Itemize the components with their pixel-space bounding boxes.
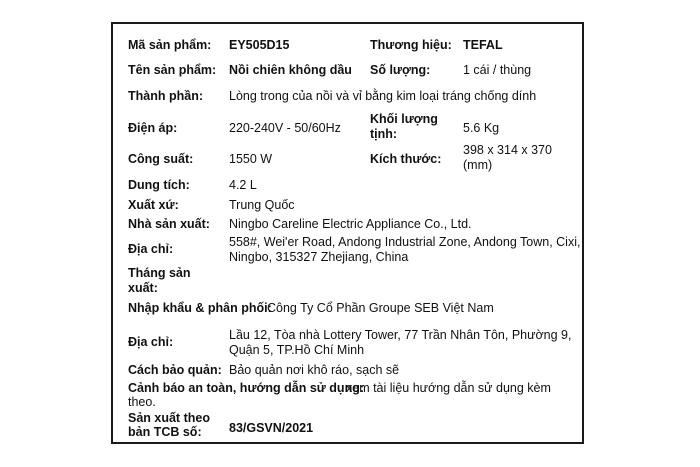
- quantity-value: 1 cái / thùng: [463, 63, 532, 77]
- manufacturer-address-line-1: 558#, Wei'er Road, Andong Industrial Zone, Andong Town, Cixi,: [229, 235, 581, 249]
- importer-label: Nhập khẩu & phân phối:: [128, 301, 272, 315]
- manufacturer-address-line-2: Ningbo, 315327 Zhejiang, China: [229, 250, 409, 264]
- dimensions-value-1: 398 x 314 x 370: [463, 143, 552, 157]
- safety-value-1: xem tài liệu hướng dẫn sử dụng kèm: [346, 381, 551, 395]
- manufacture-date-label-1: Tháng sản: [128, 266, 191, 280]
- capacity-label: Dung tích:: [128, 178, 190, 192]
- standard-label-1: Sản xuất theo: [128, 411, 210, 425]
- origin-label: Xuất xứ:: [128, 198, 179, 212]
- importer-address-line-2: Quận 5, TP.Hồ Chí Minh: [229, 343, 365, 357]
- net-weight-value: 5.6 Kg: [463, 121, 500, 135]
- product-code-value: EY505D15: [229, 38, 290, 52]
- importer-value: Công Ty Cổ Phần Groupe SEB Việt Nam: [267, 301, 494, 315]
- dimensions-label: Kích thước:: [370, 152, 442, 166]
- voltage-label: Điện áp:: [128, 121, 178, 135]
- manufacturer-value: Ningbo Careline Electric Appliance Co., Ltd.: [229, 217, 472, 231]
- standard-label-2: bản TCB số:: [128, 425, 202, 439]
- dimensions-value-2: (mm): [463, 158, 493, 172]
- manufacture-date-label-2: xuất:: [128, 281, 158, 295]
- storage-label: Cách bảo quản:: [128, 363, 222, 377]
- manufacturer-label: Nhà sản xuất:: [128, 217, 210, 231]
- power-value: 1550 W: [229, 152, 273, 166]
- origin-value: Trung Quốc: [229, 198, 295, 212]
- importer-address-label: Địa chỉ:: [128, 335, 174, 349]
- safety-label: Cảnh báo an toàn, hướng dẫn sử dụng:: [128, 381, 365, 395]
- net-weight-label-2: tịnh:: [370, 127, 398, 141]
- standard-value: 83/GSVN/2021: [229, 421, 314, 435]
- material-label: Thành phần:: [128, 89, 203, 103]
- capacity-value: 4.2 L: [229, 178, 257, 192]
- storage-value: Bảo quản nơi khô ráo, sạch sẽ: [229, 363, 400, 377]
- brand-label: Thương hiệu:: [370, 38, 452, 52]
- safety-value-2: theo.: [128, 395, 156, 409]
- power-label: Công suất:: [128, 152, 194, 166]
- importer-address-line-1: Lầu 12, Tòa nhà Lottery Tower, 77 Trần Nhân Tôn, Phường 9,: [229, 328, 572, 342]
- manufacturer-address-label: Địa chỉ:: [128, 242, 174, 256]
- product-name-value: Nồi chiên không dầu: [229, 63, 352, 77]
- voltage-value: 220-240V - 50/60Hz: [229, 121, 341, 135]
- product-name-label: Tên sản phẩm:: [128, 63, 217, 77]
- product-code-label: Mã sản phẩm:: [128, 38, 212, 52]
- material-value: Lòng trong của nồi và vỉ bằng kim loại tráng chống dính: [229, 89, 537, 103]
- net-weight-label-1: Khối lượng: [370, 112, 438, 126]
- quantity-label: Số lượng:: [370, 63, 431, 77]
- brand-value: TEFAL: [463, 38, 503, 52]
